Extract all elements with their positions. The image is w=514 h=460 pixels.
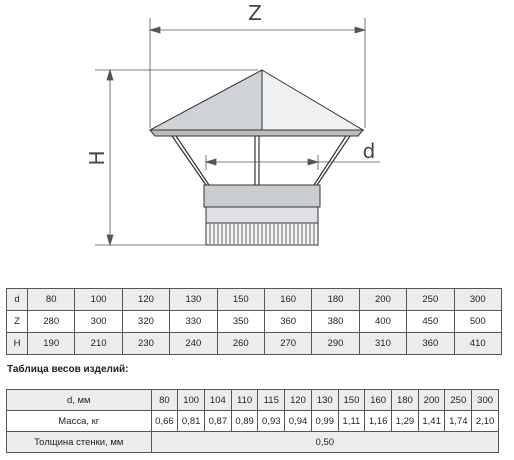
table-cell: 1,11 [338, 411, 365, 432]
table-cell: 250 [445, 390, 472, 411]
cap-brackets [172, 136, 350, 185]
table-cell: 150 [217, 289, 264, 311]
row-label: d [7, 289, 28, 311]
table-cell: 130 [170, 289, 217, 311]
table-cell: 200 [418, 390, 445, 411]
table-cell: 330 [170, 311, 217, 333]
table-cell: 240 [170, 333, 217, 355]
table-cell: 104 [205, 390, 232, 411]
table-cell: 350 [217, 311, 264, 333]
table-cell: 120 [285, 390, 312, 411]
table-cell: 0,99 [311, 411, 338, 432]
table-row-mass [7, 411, 499, 432]
weights-table [6, 389, 499, 453]
weights-caption: Таблица весов изделий: [7, 364, 129, 375]
table-cell: 300 [472, 390, 499, 411]
table-cell: 450 [407, 311, 454, 333]
table-cell: 1,29 [392, 411, 419, 432]
table-cell: 1,74 [445, 411, 472, 432]
table-cell: 160 [264, 289, 311, 311]
table-cell: 360 [264, 311, 311, 333]
table-cell: 500 [454, 311, 501, 333]
table-cell: 115 [258, 390, 285, 411]
table-cell: 0,66 [151, 411, 178, 432]
table-cell: 280 [28, 311, 75, 333]
table-cell: 2,10 [472, 411, 499, 432]
table-cell: 110 [231, 390, 258, 411]
table-cell: 180 [392, 390, 419, 411]
table-row-d [7, 289, 502, 311]
table-cell: 300 [454, 289, 501, 311]
table-cell: 300 [75, 311, 122, 333]
table-cell: 1,41 [418, 411, 445, 432]
table-cell: 260 [217, 333, 264, 355]
table-cell: 0,81 [178, 411, 205, 432]
table-cell: 80 [28, 289, 75, 311]
table-cell: 230 [122, 333, 169, 355]
table-cell: 200 [359, 289, 406, 311]
h-label: H [85, 150, 109, 166]
table-cell: 80 [151, 390, 178, 411]
table-cell: 310 [359, 333, 406, 355]
table-cell: 410 [454, 333, 501, 355]
table-cell: 360 [407, 333, 454, 355]
row-label: Толщина стенки, мм [7, 432, 152, 453]
table-cell: 0,87 [205, 411, 232, 432]
table-cell: 0,94 [285, 411, 312, 432]
table-cell: 0,89 [231, 411, 258, 432]
table-cell: 1,16 [365, 411, 392, 432]
row-label: d, мм [7, 390, 152, 411]
d-dimension [206, 155, 380, 170]
table-cell: 160 [365, 390, 392, 411]
cap-cone [150, 70, 363, 136]
table-cell: 130 [311, 390, 338, 411]
row-label: Z [7, 311, 28, 333]
table-cell: 250 [407, 289, 454, 311]
dimensions-table [6, 288, 502, 355]
table-cell: 100 [75, 289, 122, 311]
d-label: d [362, 139, 376, 163]
table-cell: 0,50 [151, 432, 498, 453]
z-label: Z [248, 1, 262, 25]
table-cell: 100 [178, 390, 205, 411]
table-cell: 400 [359, 311, 406, 333]
pipe-body [204, 185, 320, 245]
table-cell: 0,93 [258, 411, 285, 432]
table-cell: 150 [338, 390, 365, 411]
table-row-thickness [7, 432, 499, 453]
table-cell: 120 [122, 289, 169, 311]
row-label: Масса, кг [7, 411, 152, 432]
table-cell: 210 [75, 333, 122, 355]
table-cell: 380 [312, 311, 359, 333]
table-row-z [7, 311, 502, 333]
table-cell: 270 [264, 333, 311, 355]
table-cell: 180 [312, 289, 359, 311]
row-label: H [7, 333, 28, 355]
table-cell: 320 [122, 311, 169, 333]
table-row-h [7, 333, 502, 355]
table-cell: 190 [28, 333, 75, 355]
table-row-diameter [7, 390, 499, 411]
table-cell: 290 [312, 333, 359, 355]
